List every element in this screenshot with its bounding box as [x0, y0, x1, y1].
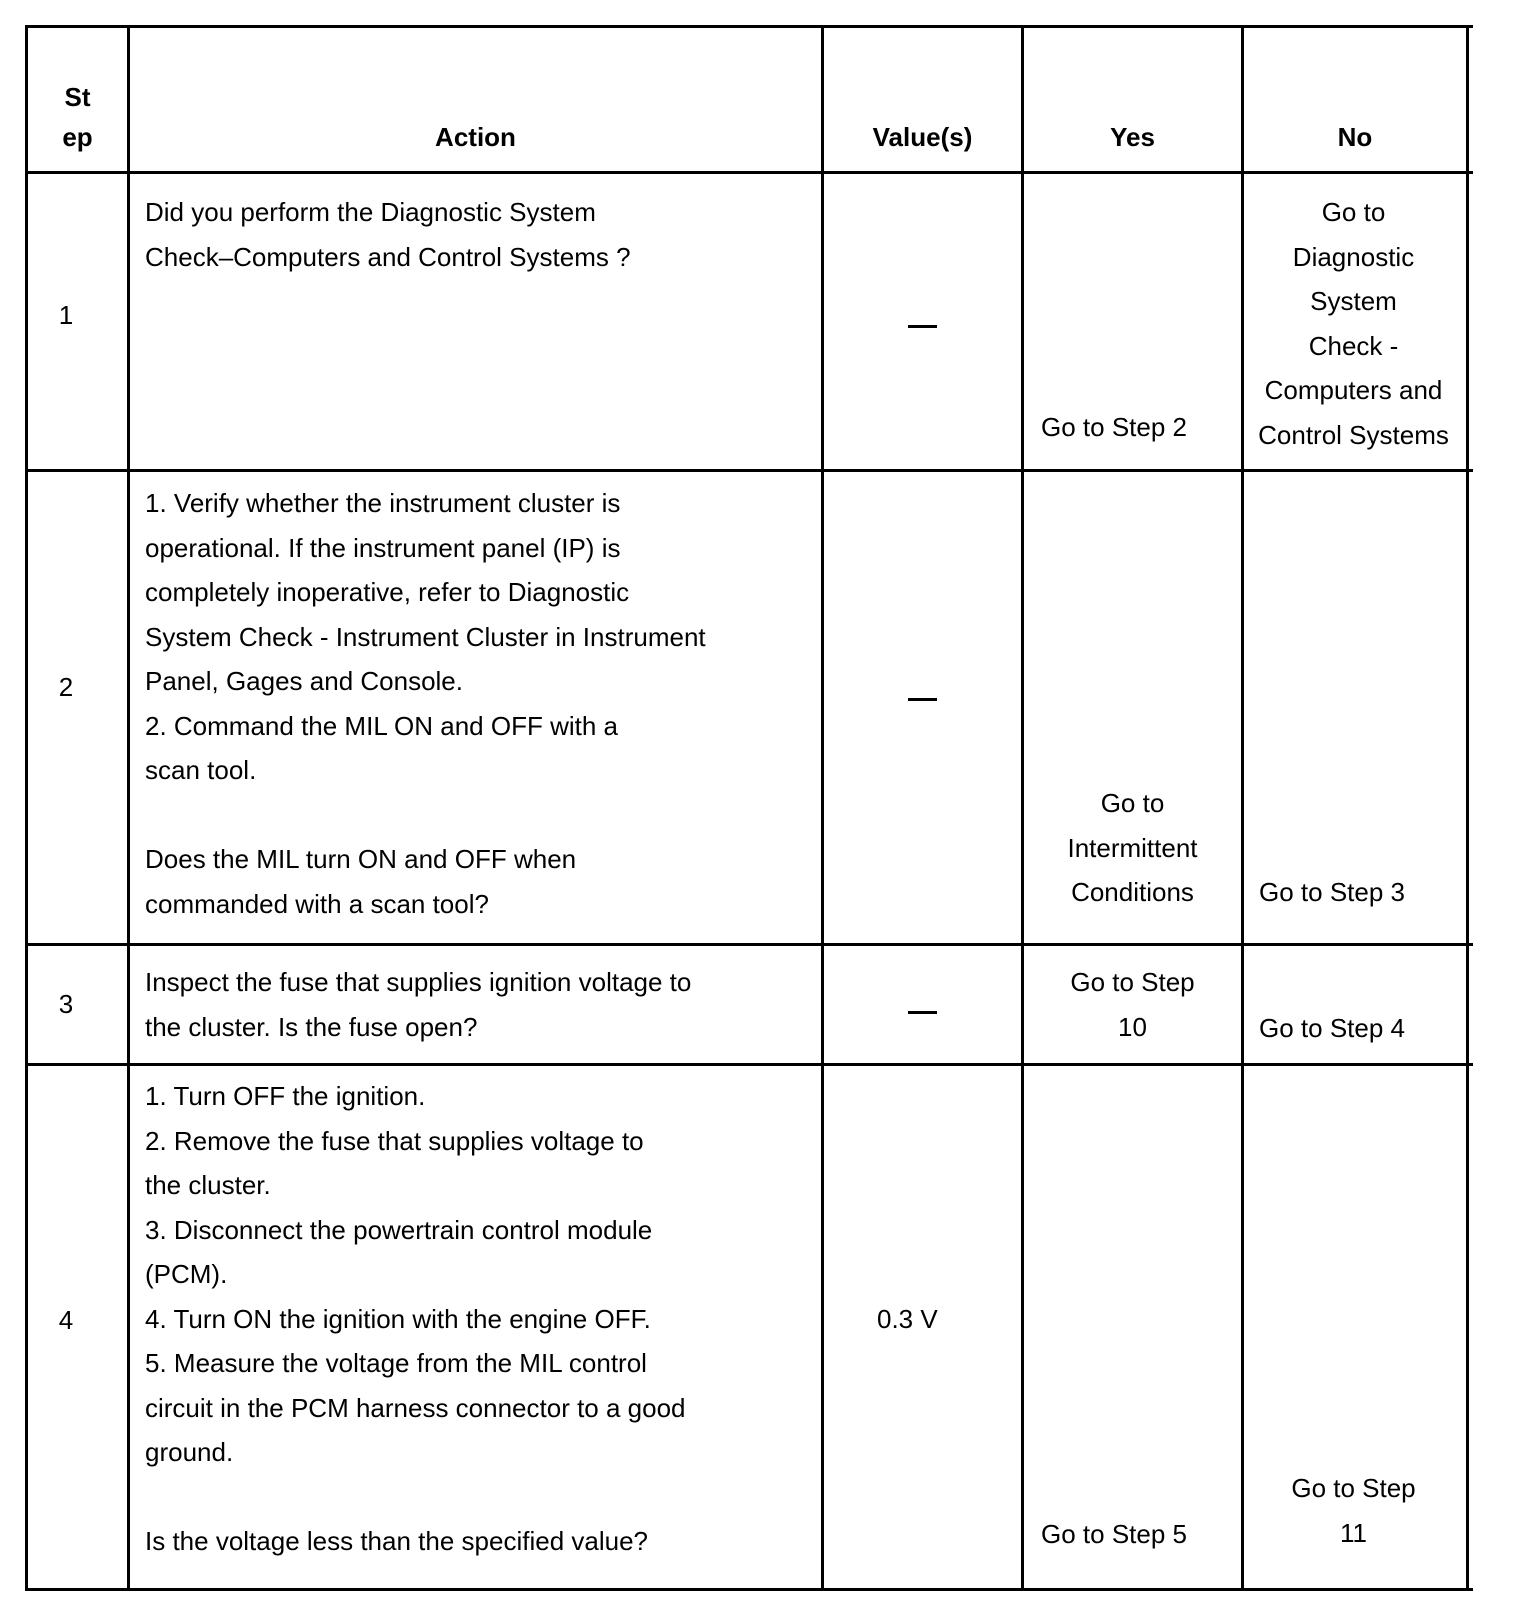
row-divider — [25, 171, 1473, 174]
step-number: 3 — [58, 989, 74, 1019]
row-divider — [25, 1063, 1473, 1066]
column-divider — [127, 25, 130, 1591]
header-yes: Yes — [1110, 122, 1155, 152]
no-result: Go to Step 11 — [1291, 1473, 1416, 1548]
no-result: Go to Step 4 — [1259, 1013, 1405, 1043]
step-number: 1 — [58, 300, 74, 330]
column-divider — [821, 25, 824, 1591]
header-action: Action — [435, 122, 516, 152]
action-text: Did you perform the Diagnostic System Check–Computers and Control Systems ? — [145, 197, 631, 272]
action-text: Inspect the fuse that supplies ignition voltage to the cluster. Is the fuse open? — [145, 967, 692, 1042]
empty-value-dash — [908, 698, 937, 701]
diagnostic-table — [25, 25, 1473, 1591]
no-result: Go to Step 3 — [1259, 877, 1405, 907]
yes-result: Go to Step 10 — [1070, 967, 1195, 1042]
row-divider — [25, 469, 1473, 472]
yes-result: Go to Step 5 — [1041, 1519, 1187, 1549]
no-result: Go to Diagnostic System Check - Computers and Control Systems — [1258, 197, 1449, 450]
header-values: Value(s) — [872, 122, 973, 152]
yes-result: Go to Step 2 — [1041, 412, 1187, 442]
step-number: 4 — [58, 1305, 74, 1335]
empty-value-dash — [908, 325, 937, 328]
table-border-right — [1466, 25, 1469, 1591]
action-text: 1. Verify whether the instrument cluster is operational. If the instrument panel (IP) is completely inoperative, refer to Diagnostic System Check - Instrument Cluster in Instrument Panel, Gages and Console. 2. Command the MIL ON and OFF with a scan tool. Does the MIL turn ON and OFF when commanded with a scan tool? — [145, 488, 706, 919]
empty-value-dash — [908, 1011, 937, 1014]
header-step: St ep — [62, 82, 93, 152]
header-no: No — [1337, 122, 1373, 152]
action-text: 1. Turn OFF the ignition. 2. Remove the fuse that supplies voltage to the cluster. 3. Disconnect the powertrain control module (PCM). 4. Turn ON the ignition with the engine OFF. 5. Measure the voltage from the MIL control circuit in the PCM harness connector to a good ground. Is the voltage less than the specified value? — [145, 1081, 686, 1556]
yes-result: Go to Intermittent Conditions — [1067, 788, 1198, 907]
table-border-left — [25, 25, 28, 1591]
row-divider — [25, 943, 1473, 946]
step-number: 2 — [58, 672, 74, 702]
table-border-bottom — [25, 1588, 1473, 1591]
table-border-top — [25, 25, 1473, 28]
specified-value: 0.3 V — [877, 1304, 938, 1334]
